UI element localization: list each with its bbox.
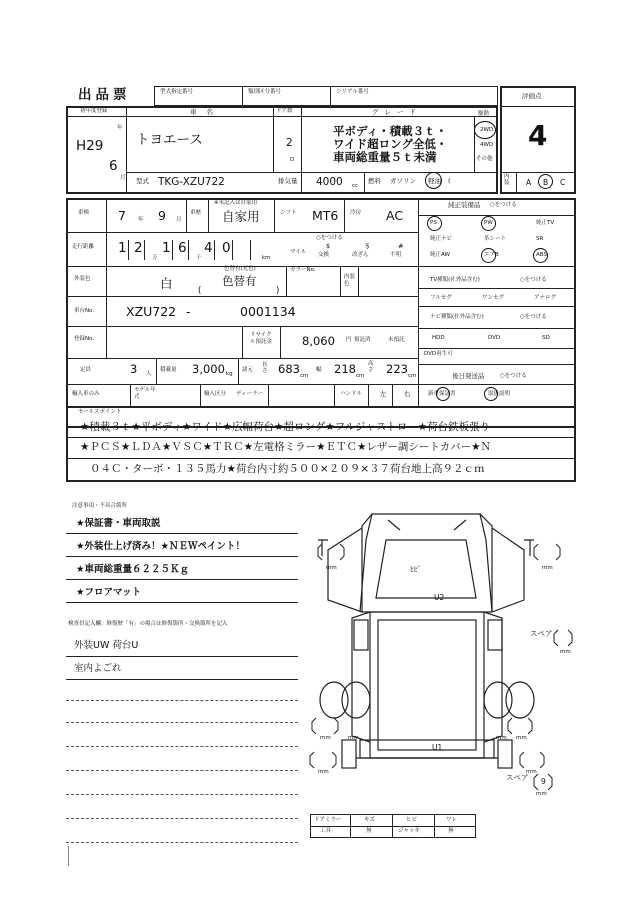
note-line-1: ★保証書・車両取説 [76,518,161,529]
mm-label-rl3: mm [318,769,329,775]
interior-grade-b[interactable]: B [543,178,549,187]
navi-hdd[interactable]: HDD [432,335,445,341]
sales-line-2: ★ＰＣＳ★ＬＤＡ★ＶＳＣ★ＴＲＣ★左電格ミラー★ＥＴＣ★レザー調シートカバー★Ｎ [80,441,491,453]
note-line-3: ★車両総重量６２２５Ｋｇ [76,564,190,575]
handle-left[interactable]: 左 [380,390,387,398]
inspector-line-1: 外装UW 荷台U [74,640,139,651]
fuel-gasoline[interactable]: ガソリン [390,177,416,185]
mileage-digit: 0 [222,240,231,256]
fuel-label: 燃料 [368,177,381,185]
notes-label: 注意事項・不具合箇所 [72,503,128,509]
rating-value: 4 [528,119,548,152]
dvd-label[interactable]: DVD再生可 [424,351,453,357]
mileage-unit-sen: 千 [196,255,202,261]
grade-line-2: ワイド超ロング全低・ [333,137,448,151]
after-note: ○をつける [500,373,527,379]
mm-label-rr2: mm [516,735,527,741]
height-value: 223 [386,362,408,376]
legend-v4: 無 [448,828,454,834]
color-paren-open: ( [198,286,202,296]
inspector-label: 検査員記入欄：修復歴「有」の場合は修復箇所・交換箇所を記入 [68,621,228,627]
usage-value: 自家用 [222,209,260,224]
color-change-value: 色替有 [222,274,257,288]
width-value: 218 [334,362,356,376]
spare-top-label: スペア [530,629,553,638]
grade-line-3: 車両総重量５ｔ未満 [333,150,437,164]
equip-item[interactable]: 革シート [484,236,507,242]
legend-v3: ジャッキ [398,828,420,834]
import-kind-label: 輸入区分 [204,391,227,397]
recycle-unpaid[interactable]: 未預託 [388,337,405,343]
chassis-label: 車台No. [74,308,95,314]
tv-oneseg[interactable]: ワンセグ [482,295,505,301]
tv-analog[interactable]: アナログ [534,295,557,301]
meter-mile[interactable]: マイル [290,249,307,255]
month-value: 6 [109,158,118,174]
equip-item[interactable]: PS [430,220,437,226]
year-value: H29 [76,138,104,154]
mileage-digit: 1 [118,240,127,256]
mm-label-rl2: mm [348,735,359,741]
drive-label: 駆動 [478,111,490,117]
equip-item[interactable]: 純正AW [430,252,450,258]
legend-h2: キズ [364,817,375,823]
capacity-label: 定員 [80,367,92,373]
color-no-label: カラーNo. [290,267,316,273]
navi-dvd[interactable]: DVD [488,335,501,341]
equip-title: 純正装備品 [448,201,481,209]
mark-crack: ﾋﾋﾞ [410,565,422,574]
height-label: 高さ [368,361,374,374]
shaken-label: 車検 [78,210,90,216]
capacity-unit: 人 [146,371,152,377]
meter-unknown[interactable]: 不明 [390,252,402,258]
tv-title: TV種類(社外品含む) [430,277,480,283]
load-label: 積載量 [160,367,177,373]
doors-label: ドア数 [276,108,293,114]
ac-label: 冷房 [350,210,362,216]
fuel-diesel[interactable]: 軽油 [428,177,441,185]
note-line-4: ★フロアマット [76,587,142,598]
meter-tamper[interactable]: 改ざん [352,252,369,258]
handle-right[interactable]: 右 [404,390,411,398]
drive-4wd[interactable]: 4WD [480,142,494,148]
meter-symbol-unknown: # [398,242,404,250]
capacity-value: 3 [130,362,138,376]
width-label: 幅 [316,367,322,373]
load-value: 3,000 [192,362,225,376]
mm-label-rr1: mm [496,735,507,741]
header-label-serial: シリアル番号 [336,89,369,95]
recycle-unit: 円 [346,337,352,343]
length-value: 683 [278,362,300,376]
car-name-label: 車名 [190,108,223,116]
mileage-digit: 4 [204,240,213,256]
chassis-dash: - [186,304,191,319]
meter-symbol-tamper: ＄ [364,242,371,250]
header-label-class: 類別区分番号 [248,89,282,95]
note-line-2: ★外装仕上げ済み！★ＮＥＷペイント！ [76,541,246,552]
model-label: 型式 [136,177,149,185]
mileage-digit: 6 [178,240,187,256]
mileage-unit-man: 万 [152,255,158,261]
model-value: TKG-XZU722 [158,176,225,188]
mileage-digit: 1 [162,240,171,256]
mark-u2: U2 [434,593,445,602]
mm-label-fl: mm [326,565,337,571]
car-name: トヨエース [136,132,203,148]
legend-v1: 工具 [320,828,332,834]
header-label-type: 型式指定番号 [160,89,194,95]
navi-note: ○をつける [520,314,547,320]
mm-label-spare-bottom: mm [536,791,547,797]
sales-line-3: ０４Ｃ・ターボ・１３５馬力★荷台内寸約５００×２０９×３７荷台地上高９２ｃｍ [90,463,485,475]
shaken-year: 7 [118,208,126,223]
legend-h3: ヒビ [406,817,418,823]
recycle-paid[interactable]: 預託済 [354,337,371,343]
mileage-digit: 2 [134,240,143,256]
drive-2wd[interactable]: 2WD [480,127,494,133]
exterior-value: 白 [160,276,173,291]
sales-line-1: ★積載３ｔ★平ボディ★ワイド★広幅荷台★超ロング★フルジャストロー★荷台鉄板張り [80,421,491,433]
import-label: 輸入車のみ [72,391,100,397]
navi-title: ナビ種類(社外品含む) [430,314,484,320]
reg-label: 登録No. [74,336,95,342]
ac-value: AC [386,208,404,223]
mm-label-fr: mm [542,565,553,571]
color-paren-close: ) [276,286,280,296]
equip-item[interactable]: SR [536,236,544,242]
load-unit: kg [226,371,233,377]
legend-v2: 無 [366,828,372,834]
equip-item[interactable]: ABS [536,252,547,258]
spare-bottom-label: スペア [506,773,529,782]
size-label: 諸元 [242,367,254,373]
recycle-value: 8,060 [302,334,335,348]
equip-note: ○をつける [490,202,517,208]
tv-note: ○をつける [520,277,547,283]
after-warranty[interactable]: 新車保証書 [428,391,456,397]
chassis-number: 0001134 [240,304,296,319]
mileage-unit-km: km [262,255,271,261]
first-reg-label: 初年度登録 [80,108,108,114]
doors-suffix: D [290,157,295,163]
usage-label: 車歴 [190,210,202,216]
equip-item[interactable]: 純正ナビ [430,236,453,242]
mm-label-rr3: mm [526,769,537,775]
grade-line-1: 平ボディ・積載３ｔ・ [333,124,448,138]
interior-grade-a[interactable]: A [526,178,532,187]
length-unit: cm [300,373,309,379]
inspector-line-2: 室内よごれ [74,663,122,674]
handle-label: ハンドル [340,391,363,397]
shaken-year-unit: 年 [138,217,144,223]
drive-other[interactable]: その他 [476,156,493,162]
import-kind-value: ディーラー [236,391,264,397]
legend-h1: ドアミラー [314,817,342,823]
after-title: 後日発送品 [452,372,485,380]
grade-label: グレード [372,108,422,116]
mm-label-rl1: mm [320,735,331,741]
shift-value: MT6 [312,208,339,223]
meter-swap[interactable]: 交換 [318,252,330,258]
model-year-label: モデル年式 [134,387,156,400]
meter-symbol-swap: $ [326,242,331,250]
shaken-month: 9 [158,208,166,223]
legend-h4: ワレ [446,817,458,823]
color-change-label: 色替有(元色) [224,266,256,272]
equip-item[interactable]: エアB [484,252,499,258]
equip-item[interactable]: PW [484,220,493,226]
equip-item[interactable]: 純正TV [536,220,555,226]
tv-fullseg[interactable]: フルセグ [430,295,452,301]
sales-label: セールスポイント [78,409,122,415]
exterior-label: 外装色 [74,276,91,282]
shift-label: シフト [280,210,297,216]
displacement-unit: cc [352,183,359,189]
meter-note: ○をつける [316,235,343,241]
interior-color-label: 内装色 [344,274,356,287]
mileage-label: 走行距離 [72,244,95,250]
rating-label: 評価点 [522,92,542,100]
displacement-label: 排気量 [278,177,298,185]
mm-label-spare-top: mm [560,649,571,655]
height-unit: cm [408,373,417,379]
shaken-month-unit: 月 [176,217,182,223]
sheet-title: 出品票 [78,87,131,103]
spare-bottom-value: 9 [541,777,546,786]
month-label: 月 [120,175,126,181]
navi-sd[interactable]: SD [542,335,550,341]
interior-grade-c[interactable]: C [560,178,566,187]
mark-u1: U1 [432,743,443,752]
usage-note: ※未記入は自家用 [214,200,258,206]
width-unit: cm [356,373,365,379]
recycle-label: リサイクル預託金 [249,332,272,345]
displacement-value: 4000 [316,176,343,188]
year-label: 年 [117,125,123,131]
after-manual[interactable]: 取扱説明 [488,391,511,397]
interior-label: 内装 [504,174,510,187]
doors-value: 2 [286,137,293,149]
length-label: 長さ [262,362,268,375]
chassis-model: XZU722 [126,304,177,319]
